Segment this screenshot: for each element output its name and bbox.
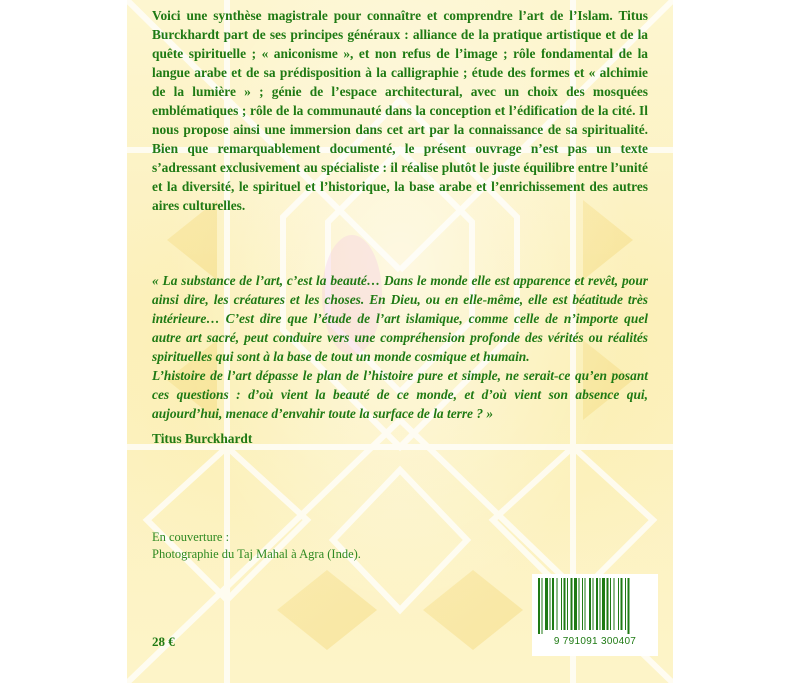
cover-caption bbox=[152, 529, 452, 562]
synopsis-paragraph: Voici une synthèse magistrale pour connaître et comprendre l’art de l’Islam. Titus Burckhardt part de ses principes généraux : alliance de la pratique artistique et de la quête spirituelle ; « aniconisme », et non refus de l’image ; rôle fondamental de la langue arabe et de sa prédisposition à la calligraphie ; étude des formes et « alchimie de la lumière » ; génie de l’espace architectural, avec un choix des mosquées emblématiques ; rôle de la communauté dans la conception et l’édification de la cité. Il nous propose ainsi une immersion dans cet art par la connaissance de sa spiritualité. Bien que remarquablement documenté, le présent ouvrage n’est pas un texte s’adressant exclusivement au spécialiste : il réalise plutôt le juste équilibre entre l’unité et la diversité, le spirituel et l’historique, la base arabe et l’enrichissement des autres aires culturelles. bbox=[152, 8, 648, 213]
author-name: Titus Burckhardt bbox=[152, 431, 253, 446]
price-label: 28 € bbox=[152, 634, 175, 649]
quote-paragraph-2: L’histoire de l’art dépasse le plan de l’histoire pure et simple, ne serait-ce qu’en posant ces questions : d’où vient la beauté de ce monde, et d’où vient son absence qui, aujourd’hui, menace d’envahir toute la surface de la terre ? » bbox=[152, 368, 648, 421]
isbn-digits: 9 791091 300407 bbox=[553, 636, 637, 647]
quote-block bbox=[152, 271, 648, 423]
back-cover bbox=[127, 0, 673, 683]
barcode-bars bbox=[536, 578, 654, 634]
cover-caption-label: En couverture : bbox=[152, 530, 230, 544]
quote-paragraph-1: « La substance de l’art, c’est la beauté… Dans le monde elle est apparence et revêt, pour ainsi dire, les créatures et les choses. En Dieu, ou en elle-même, elle est béatitude très intérieure… C’est dire que l’étude de l’art islamique, comme celle de n’importe quel autre art sacré, peut conduire vers une compréhension profonde des vérités ou réalités spirituelles qui sont à la base de tout un monde cosmique et humain. bbox=[152, 273, 648, 364]
cover-caption-description: Photographie du Taj Mahal à Agra (Inde). bbox=[152, 546, 361, 561]
isbn-barcode bbox=[532, 574, 658, 656]
